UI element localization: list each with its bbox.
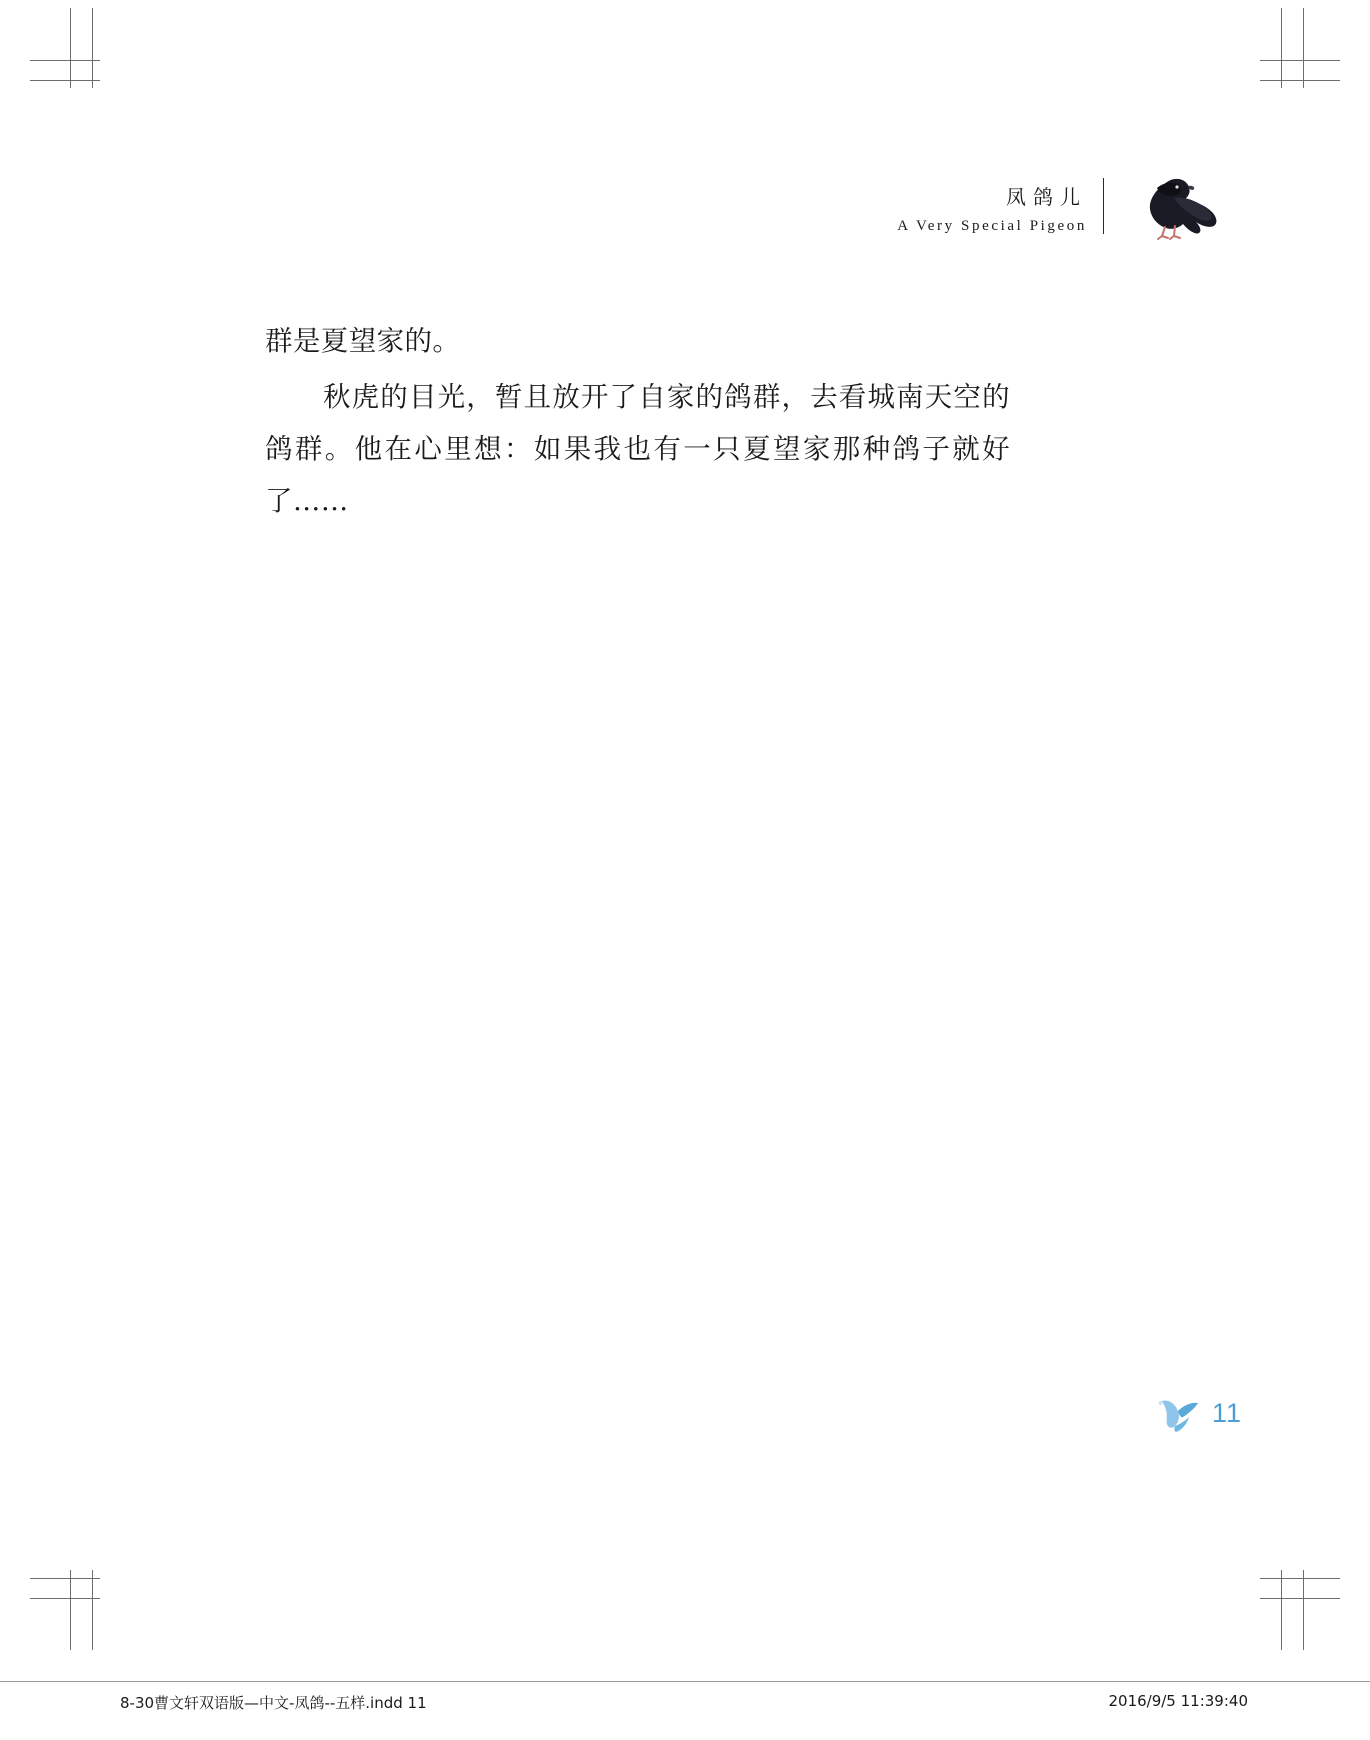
crop-mark-bottom-right: [1240, 1570, 1340, 1650]
slug-timestamp: 2016/9/5 11:39:40: [1108, 1692, 1248, 1710]
flying-bird-icon: [1156, 1391, 1202, 1435]
crop-mark-top-right: [1240, 8, 1340, 88]
pigeon-icon: [1112, 168, 1222, 248]
header-divider: [1103, 178, 1104, 234]
page-number: 11: [1211, 1397, 1242, 1428]
header-title-en: A Very Special Pigeon: [897, 217, 1087, 234]
paragraph-2: 秋虎的目光，暂且放开了自家的鸽群，去看城南天空的鸽群。他在心里想：如果我也有一只夏望家那种鸽子就好了……: [265, 381, 1010, 517]
slug-filename: 8-30曹文轩双语版—中文-凤鸽--五样.indd 11: [120, 1694, 427, 1712]
body-text: [265, 315, 1010, 531]
header-title-cn: 凤鸽儿: [1006, 184, 1087, 209]
crop-mark-bottom-left: [30, 1570, 100, 1650]
running-header: [897, 168, 1222, 248]
paragraph-1: 群是夏望家的。: [265, 325, 461, 357]
folio: [1156, 1391, 1242, 1435]
slug-line: [0, 1681, 1370, 1722]
crop-mark-top-left: [30, 8, 100, 88]
header-text-block: [897, 182, 1103, 235]
